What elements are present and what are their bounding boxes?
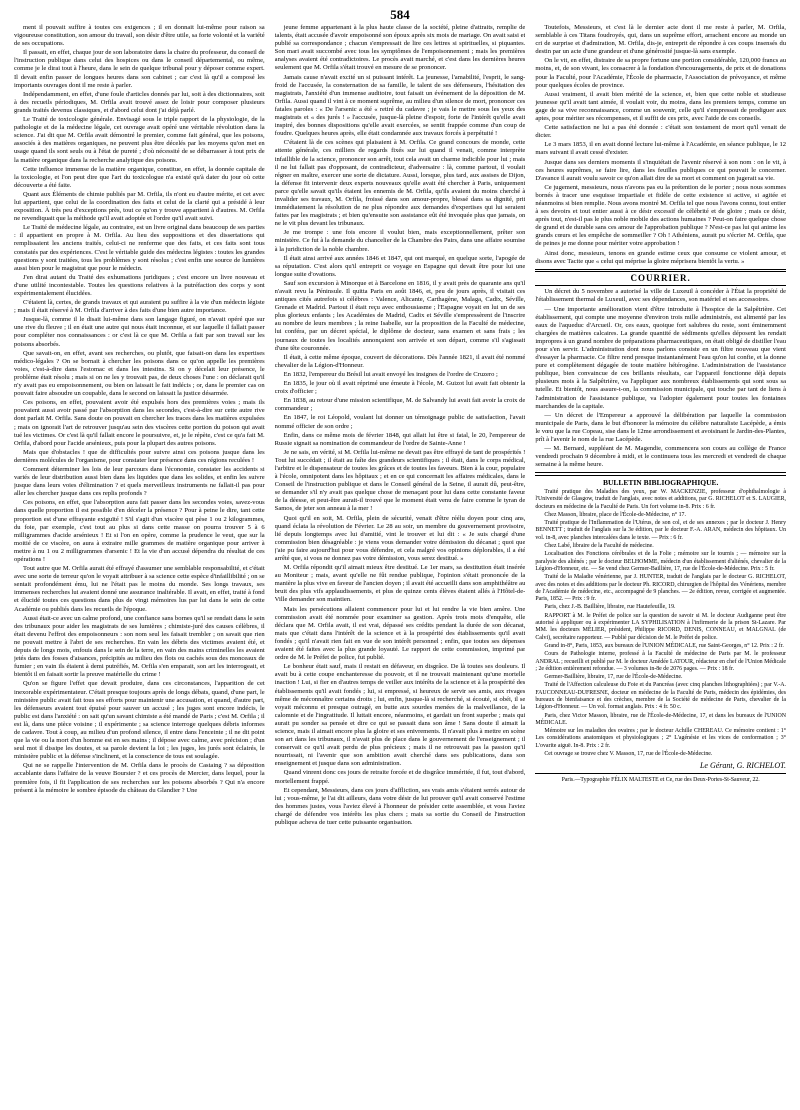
paragraph: Que savait-on, en effet, avant ses recherches, ou plutôt, que faisait-on dans les expertises médico-légales ? On se bornait à chercher les poisons dans ce qu'on appelle les premières voies, c'est-à-dire dans l'estomac et dans les intestins. Si on y décelait leur présence, le problème était résolu ; mais si on ne les y trouvait pas, de deux choses l'une : on déclarait qu'il n'y avait pas eu empoisonnement, ou bien on laissait le fait indécis ; or, dans le premier cas on pouvait faire absoudre un coupable, dans le second on laissait la justice désarmée. [14, 349, 265, 398]
paragraph: Le Traité de toxicologie générale. Envisagé sous le triple rapport de la physiologie, de la pathologie et de la médecine légale, cet ouvrage avait opéré une véritable révolution dans la science. J'ai dit que M. Orfila avait démontré le premier, comme fait général, que les poisons, associés à des matières organiques, ne peuvent plus être décelés par les moyens qu'on met en usage quand ils sont seuls ou à l'état de pureté ; d'où nécessité de se débarrasser à tout prix de la matière organique dans la recherche analytique des poisons. [14, 116, 265, 164]
paragraph: C'étaient là de ces scènes qui plaisaient à M. Orfila. Ce grand concours de monde, cette attente générale, ces milliers de regards fixés sur lui quand il venait, comme interprète infaillible de la science, prononcer son arrêt, tout cela avait un charme indicible pour lui ; mais il ne lui fallait pas d'opposant, de contradicteur, d'adversaire : là, comme partout, il voulait régner en maître, exercer une sorte de dictature. Aussi, lorsque, plus tard, aux assises de Dijon, la défense fit intervenir deux experts nouveaux qu'elle avait été chercher à Paris, uniquement parce qu'elle savait qu'ils étaient les ennemis de M. Orfila, qu'ils avaient du moins cherché à invalider ses travaux, M. Orfila, froissé dans son amour-propre, blessé dans sa dignité, prit immédiatement la résolution de ne plus répondre aux demandes d'expertises qui lui seraient faites par les magistrats ; et bien qu'ensuite son assistance eût été invoquée plus que jamais, on ne le vit plus devant les tribunaux. [274, 139, 526, 228]
paragraph: Le bonheur était sauf, mais il restait en défaveur, en disgrâce. De là toutes ses douleurs. Il avait bu à cette coupe enchanteresse du pouvoir, et il ne trouvait maintenant qu'une mortelle inaction ! Lui, si fier en d'autres temps de veiller aux intérêts de la science et à la prospérité des établissements qu'il avait fondés ; lui, si empressé, si heureux de servir ses amis, aux rivages même de méconnaître certains droits ; lui, enfin, jusque-là si recherché, si écouté, si obéi, il se voyait méconnu et presque outragé, en butte aux sourdes menées de la malveillance, de la calomnie et de l'ingratitude. Il luttait encore, néanmoins, et gardait un front superbe ; mais qui aurait pu sonder sa pensée et dire ce qui se passait dans son âme ! Sans doute il aimait la science, mais il aimait encore plus la gloire et ses enivrements. Il n'avait plus à mettre en scène son art dans les tribunaux, il n'avait plus de place dans le gouvernement de l'enseignement ; il conservait ce qu'il avait perdu de plus précieux ; mais il ne retrouvait pas la passion qu'il nourrissait, ni l'avenir que son ambition avait cherché dans ses publications, dans son enseignement et jusque dans son administration. [274, 663, 526, 768]
paragraph: En 1835, le jour où il avait réprimé une émeute à l'école, M. Guizot lui avait fait obtenir la croix d'officier ; [274, 380, 526, 396]
printer-line: Paris.—Typographie FÉLIX MALTESTE et Ce, rue des Deux-Portes-St-Sauveur, 22. [561, 777, 760, 784]
paragraph: Aussi était-ce avec un calme profond, une confiance sans bornes qu'il se rendait dans le sein des tribunaux pour aider les magistrats de ses lumières ; chimiste-juré des causes célèbres, il était devenu l'effroi des empoisonneurs : son nom seul les faisait trembler ; on savait que rien ne pouvait mettre à l'abri de ses recherches. En vain les débris des victimes avaient été, et depuis de longs mois, enfouis dans le sein de la terre, en vain des mains criminelles les avaient jetés dans des fosses d'aisances, précipités au milieu des flots ou cachés sous des monceaux de fumier ; en vain ils étaient à demi putréfiés, M. Orfila s'en emparait, son art les interrogeait, et bientôt il en faisait sortir la preuve matérielle du crime ! [14, 614, 265, 679]
paragraph: J'en dirai autant du Traité des exhumations juridiques ; c'est encore un livre nouveau et d'une utilité incontestable. Toutes les questions relatives à la putréfaction des corps y sont expérimentalement élucidées. [14, 273, 265, 297]
paragraph: M. Orfila répondit qu'il aimait mieux être destitué. Le 1er mars, sa destitution était insérée au Moniteur ; mais, avant qu'elle ne fût rendue publique, l'opinion s'était prononcée de la manière la plus vive en faveur de l'ancien doyen ; il avait été accueilli dans son amphithéâtre au bruit des plus vifs applaudissements, et plus de quinze cents élèves étaient allés à l'Hôtel-de-Ville demander son maintien. [274, 564, 526, 604]
paragraph: Tout autre que M. Orfila aurait été effrayé d'assumer une semblable responsabilité, et c'était avec une sorte de terreur qu'on le voyait attribuer à sa science cette espèce d'infaillibilité ; on se sentait profondément ému, lui ne l'était pas le moins du monde. Ses longs travaux, ses immenses recherches lui avaient donné une assurance inaltérable. Il avait, en effet, traité à fond et élucidé toutes ces questions dans plus de vingt mémoires lus par lui dans le sein de cette Académie ou publiés dans les recueils de l'époque. [14, 565, 265, 613]
page-number: 584 [390, 7, 410, 22]
paragraph: Localisation des Fonctions cérébrales et de la Folie ; mémoire sur le tournis ; — mémoire sur la paralysie des aliénés ; par le docteur BELHOMME, médecin d'un établissement d'aliénés, chevalier de la Légion-d'Honneur, etc. — Se vend chez Germer-Baillière, 17, rue de l'École-de-Médecine. Prix : 5 fr. [535, 551, 787, 572]
paragraph: Cet ouvrage se trouve chez V. Masson, 17, rue de l'École-de-Médecine. [544, 751, 713, 758]
eulogy-conclusion [535, 24, 786, 266]
paragraph: Qu'on se figure l'effet que devait produire, dans ces circonstances, l'apparition de cet inexorable expérimentateur. C'était presque toujours après de longs débats, quand, d'une part, le ministère public avait fait tous ses efforts pour maintenir une accusation, et quand, d'autre part, les défenseurs avaient tout épuisé pour sauver un accusé ; les juges sont encore indécis, le public est dans l'anxiété : on sait qu'un savant chimiste a été mandé de Paris ; c'est M. Orfila ; il est là, dans une pièce voisine ; il expérimente ; sa science interroge quelques débris informes de cadavre. Tout à coup, au milieu d'un profond silence, il entre dans l'enceinte ; il ne dit point que la vie ou la mort d'un homme est en ses mains ; il dépose avec calme, avec précision ; d'un seul mot il dissipe les doutes, et sa parole devient la loi ; les juges, les jurés sont éclairés, le ministère public et la défense s'inclinent, et la conscience de tous est soulagée. [14, 680, 265, 761]
paragraph: Il était, à cette même époque, couvert de décorations. Dès l'année 1821, il avait été nommé chevalier de la Légion-d'Honneur. [274, 353, 526, 369]
paragraph: jeune femme appartenant à la plus haute classe de la société, pleine d'attraits, remplie de talents, était accusée d'avoir empoisonné son époux après six mois de mariage. On avait saisi et publié sa correspondance ; chacun s'empressait de lire ces lettres si spirituelles, si piquantes. Son mari avait succombé avec tous les symptômes de l'empoisonnement ; mais les premières analyses avaient été contradictoires. Le procès avait marché, et c'est dans les dernières heures seulement que M. Orfila s'était trouvé en mesure de se prononcer. [274, 24, 526, 72]
paragraph: Cours de Pathologie interne, professé à la Faculté de médecine de Paris par M. le professeur ANDRAL ; recueilli et publié par M. le docteur Amédée LATOUR, rédacteur en chef de l'Union Médicale ; 2e édition entièrement refondue. — 3 volumes in-8e de 2076 pages. — Prix : 18 fr. [535, 651, 787, 672]
paragraph: Et cependant, Messieurs, dans ces jours d'affliction, ses vrais amis s'étaient serrés autour de lui ; vous-même, je l'ai dit ailleurs, dans votre désir de lui prouver qu'il avait conservé l'estime des hommes justes, vous l'aviez élevé à l'honneur de présider cette assemblée, et vous l'aviez chargé de défendre vos intérêts les plus chers ; mais sa sortie du Conseil de l'instruction publique acheva de tuer cette puissante organisation. [274, 786, 526, 826]
paragraph: Paris, chez Victor Masson, libraire, rue de l'École-de-Médecine, 17, et dans les bureaux de l'UNION MÉDICALE. [535, 712, 787, 726]
column-2 [275, 24, 526, 1074]
paragraph: Grand in-8°, Paris, 1853, aux bureaux de l'UNION MÉDICALE, rue Saint-Georges, n° 12. Prix : 2 fr. [544, 642, 784, 649]
heading-rule [535, 285, 786, 286]
paragraph: Mais que d'obstacles ! que de difficultés pour suivre ainsi ces poisons jusque dans les dernières molécules de l'organisme, pour constater leur présence dans ces régions reculées ! [14, 448, 265, 464]
paragraph: Traité pratique de l'Inflammation de l'Utérus, de son col, et de ses annexes ; par le docteur J. Henry BENNETT ; traduit de l'anglais sur la 3e édition, par le docteur F.-A. ARAN, médecin des hôpitaux. Un vol. in-8, avec planches intercalées dans le texte. — Prix : 6 fr. [535, 520, 787, 541]
column-3 [535, 24, 786, 1074]
paragraph: RAPPORT à M. le Préfet de police sur la question de savoir si M. le docteur Audiganne peut être autorisé à appliquer ou à expérimenter LA SYPHILISATION à l'infirmerie de la prison St-Lazare. Par MM. les docteurs MÉLIER, président, Philippe RICORD, DENIS, CONNEAU, et MALGNAL (de Calvi), secrétaire rapporteur. — Publié par décision de M. le Préfet de police. [535, 612, 787, 641]
column-1 [14, 24, 265, 1074]
paragraph: En 1832, l'empereur du Brésil lui avait envoyé les insignes de l'ordre de Cruzero ; [283, 370, 498, 378]
courrier-heading: COURRIER. [630, 273, 691, 284]
paragraph: Quant aux Éléments de chimie publiés par M. Orfila, ils n'ont eu d'autre mérite, et cet avec lui appartient, que celui de la coordination des faits et celui de la clarté qui a présidé à leur exposition. À très peu d'exceptions près, tout ce qu'on y trouve appartient à d'autres. M. Orfila ne revendiquait que la méthode qu'il avait adoptée et l'ordre qu'il avait suivi. [14, 190, 265, 223]
paragraph: En 1838, au retour d'une mission scientifique, M. de Salvandy lui avait fait avoir la croix de commandeur ; [274, 397, 526, 413]
paragraph: Aussi vraiment, il avait bien mérité de la science, et, bien que cette noble et studieuse jeunesse qu'il avait tant aimée, il voulait voir, du moins, dans les premiers temps, comme un gage de sa vive reconnaissance, comme un souvenir, celle qu'il s'empressait de prodiguer aux aptes, pour mériter ses récompenses, et il suffit de ces prix, avec l'aide de ces conseils. [535, 90, 787, 123]
paragraph: Traité de l'Affection calculeuse du Foie et du Pancréas (avec cinq planches lithographiées) ; par V.-A. FAUCONNEAU-DUFRESNE, docteur en médecine de la Faculté de Paris, médecin des épidémies, des bureaux de bienfaisance et des crèches, membre de la Société de médecine de Paris, chevalier de la Légion-d'Honneur. — Un vol. format anglais. Prix : 4 fr. 50 c. [535, 682, 787, 711]
paragraph: Ces poisons, en effet, pouvaient avoir été expulsés hors des premières voies ; mais ils pouvaient aussi avoir passé par l'absorption dans les secondes, c'est-à-dire sur cette autre rive dont parlait M. Orfila. Sans doute on pouvait en chercher les traces dans les matières expulsées ; mais on ignorait l'art de retrouver jusqu'au sein des viscères cette portion du poison qui avait tué les victimes. Or c'est là qu'il fallait encore le poursuivre, et, je le répète, c'est ce qu'a fait M. Orfila, d'abord pour l'acide arsénieux, puis pour la plupart des autres poisons. [14, 399, 265, 447]
paragraph: Cette influence immense de la matière organique, constitue, en effet, la donnée capitale de la toxicologie, et l'on peut dire que l'art du toxicologue n'a existé qu'à dater du jour où cette découverte a été faite. [14, 165, 265, 189]
paragraph: Indépendamment, en effet, d'une foule d'articles donnés par lui, soit à des dictionnaires, soit à des recueils périodiques, M. Orfila avait trouvé assez de loisir pour composer plusieurs grands traités devenus classiques, et d'abord celui dont j'ai déjà parlé. [14, 90, 265, 114]
paragraph: Le 3 mars 1853, il en avait donné lecture lui-même à l'Académie, en séance publique, le 12 mars suivant il avait cessé d'exister. [535, 141, 787, 157]
paragraph: Il passait, en effet, chaque jour de son laboratoire dans la chaire du professeur, du conseil de l'instruction publique dans celui des hospices ou dans le conseil départemental, ou même, comme je le dirai tout à l'heure, dans le sein de quelque tribunal pour y déposer comme expert. Il devait enfin passer de longues heures dans son cabinet ; car c'est là qu'il a composé les importants ouvrages dont il me reste à parler. [14, 49, 265, 89]
paragraph: Enfin, dans ce même mois de février 1848, qui allait lui être si fatal, le 20, l'empereur de Russie signait sa nomination de commandeur de l'ordre de Sainte-Anne ! [274, 431, 526, 447]
paragraph: Ce jugement, messieurs, nous n'avons pas eu la prétention de le porter ; nous nous sommes bornés à tracer une esquisse impartiale et fidèle de cette existence si active, si agitée et néanmoins si bien remplie. Nous avons montré M. Orfila tel que nous l'avons connu, tout entier à ses devoirs et tout entier aussi à ce désir excessif de célébrité et de gloire ; mais ce désir, après tout, n'est-il pas le plus noble mobile des actions humaines ? Peut-on faire quelque chose de grand et de durable sans ces amour de l'approbation publique ? N'est-ce pas lui qui anime les grands cœurs et les empêche de sommeiller ? Oh ! Athéniens, aurait pu s'écrier M. Orfila, que de peines je me donne pour mériter votre approbation ! [535, 183, 787, 248]
footer-rule [535, 773, 786, 774]
paragraph: Paris, chez J.-B. Baillière, libraire, rue Hautefeuille, 19. [544, 604, 676, 611]
paragraph: Qui ne se rappelle l'intervention de M. Orfila dans le procès de Castaing ? sa déposition accablante dans l'affaire de la veuve Boursier ? et ces procès de Mercier, dans lequel, pour la première fois, il fit l'application de ses recherches sur les poisons absorbés ? Qui n'a encore présent à la mémoire le sombre épisode du château du Glandier ? Une [14, 762, 265, 794]
paragraph: Mémoire sur les maladies des ovaires ; par le docteur Achille CHEREAU. Ce mémoire contient : 1° Les considérations anatomiques et physiologiques ; 2° L'agénésie et les vices de conformation ; 3° L'ovarite aiguë. In-8. Prix : 2 fr. [535, 728, 787, 749]
paragraph: Quand vinrent donc ces jours de retraite forcée et de disgrâce imméritée, il fut, tout d'abord, mortellement frappé. [274, 769, 526, 785]
courrier-section [535, 288, 786, 469]
paragraph: Jusque dans ses derniers moments il s'inquiétait de l'avenir réservé à son nom : on le vit, à ces heures suprêmes, se faire lire, dans les feuilles publiques ce qui pouvait le concerner. D'avance il aurait voulu savoir ce qu'on allait dire de sa mort et comment on jugerait sa vie. [535, 158, 787, 182]
bulletin-heading: BULLETIN BIBLIOGRAPHIQUE. [602, 477, 719, 487]
paragraph: — Un décret de l'Empereur a approuvé la délibération par laquelle la commission municipale de Paris, dans le but d'honorer la mémoire du célèbre naturaliste Lacépède, a émis le vœu que la rue Copeau, sise dans le 12me arrondissement et avoisinant le Jardin-des-Plantes, prît à l'avenir le nom de la rue Lacépède. [535, 411, 787, 443]
columns [14, 24, 786, 1074]
paragraph: — M. Bernard, suppléant de M. Magendie, commencera son cours au collège de France vendredi prochain 9 décembre à midi, et le continuera tous les mercredi et vendredi de chaque semaine à la même heure. [535, 445, 787, 469]
paragraph: Jamais cause n'avait excité un si puissant intérêt. La jeunesse, l'amabilité, l'esprit, le sang-froid de l'accusée, la consternation de sa famille, le talent de ses défenseurs, l'hésitation des magistrats, l'anxiété d'un immense auditoire, tout faisait un événement de la déposition de M. Orfila. Aussi quand il vint à ce moment suprême, au milieu d'un silence de mort, prononcer ces fatales paroles : « De l'arsenic a été « retiré du cadavre ; je vais le mettre sous les yeux des magistrats et « des jurés ! » l'accusée, jusque-là pleine d'espoir, forte de l'intérêt qu'elle avait inspiré, des bonnes dispositions qu'elle avait exercées, se sentit frappée comme d'un coup de foudre. Quelques heures après, elle était condamnée aux travaux forcés à perpétuité ! [274, 73, 526, 138]
paragraph: En 1847, le roi Léopold, voulant lui donner un témoignage public de satisfaction, l'avait nommé officier de son ordre ; [274, 414, 526, 430]
paragraph: Chez Masson, libraire, place de l'École-de-Médecine, n° 17. [544, 511, 686, 518]
section-divider [535, 269, 786, 273]
paragraph: Je me trompe : une fois encore il voulut bien, mais exceptionnellement, prêter son ministère. Ce fut à la demande du chancelier de la Chambre des Pairs, dans une affaire soumise à la juridiction de la noble chambre. [274, 229, 526, 253]
paragraph: Traité pratique des Maladies des yeux, par W. MACKENZIE, professeur d'ophthalmologie à l'Université de Glasgow, traduit de l'anglais, avec notes et additions, par G. RICHELOT et S. LAUGIER, docteurs en médecine de la Faculté de Paris. Un fort volume in-8. Prix : 6 fr. [535, 488, 787, 510]
paragraph: Cette satisfaction ne lui a pas été donnée : c'était son testament de mort qu'il venait de dicter. [535, 124, 787, 140]
paragraph: ment il pouvait suffire à toutes ces exigences ; il en donnait lui-même pour raison sa vigoureuse constitution, son amour du travail, son désir d'être utile, sa forte volonté et la variété de ses occupations. [14, 24, 265, 48]
paragraph: C'étaient là, certes, de grands travaux et qui auraient pu suffire à la vie d'un médecin légiste ; mais il était réservé à M. Orfila d'arriver à des faits d'une bien autre importance. [14, 299, 265, 315]
section-divider [535, 472, 786, 476]
paragraph: Quoi qu'il en soit, M. Orfila, plein de sécurité, venait d'être réélu doyen pour cinq ans, quand éclata la révolution de Février. Le 28 au soir, un membre du gouvernement provisoire, lié depuis longtemps avec lui d'amitié, vint le trouver et lui dit : « Je suis chargé d'une commission bien désagréable : je viens vous demander votre démission du décanat ; quoi que j'aie pu faire aujourd'hui pour vous défendre, et cela malgré vos opinions déplorables, il a été arrêté que, si vous ne donnez pas votre démission, vous serez destitué. » [274, 514, 526, 562]
paragraph: Un décret du 5 novembre a autorisé la ville de Luxeuil à concéder à l'État la propriété de l'établissement thermal de Luxeuil, avec ses dépendances, son matériel et ses accessoires. [535, 288, 787, 304]
paragraph: Germer-Baillière, libraire, 17, rue de l'École-de-Médecine. [544, 674, 683, 681]
paragraph: Ces poisons, en effet, que l'absorption aura fait passer dans les secondes voies, savez-vous dans quelle proportion il est possible d'en déceler la présence ? Pour à peine le dire, tant cette proportion est d'une effrayante exiguïté ! S'il s'agit d'un viscère qui pèse 1 ou 2 kilogrammes, du foie, par exemple, c'est tout au plus si dans cette masse on pourra trouver 5 à 6 milligrammes d'acide arsénieux ! Et si l'on en opère, comme la prudence le veut, que sur la moitié de ce viscère, on aura à extraire mille grammes de matière organique pour arriver à mettre à nu 1 ou 2 milligrammes d'arsenic ! Et la vie d'un accusé dépendra du résultat de ces opérations ! [14, 499, 265, 563]
paragraph: Mais les persécutions allaient commencer pour lui et lui rendre la vie bien amère. Une commission avait été nommée pour examiner sa gestion. Après trois mois d'enquête, elle déclara que M. Orfila avait, il est vrai, dépassé ses crédits pendant la durée de son décanat, mais que c'était dans l'intérêt de la science et à la prospérité des établissements qu'il avait fondés ; qu'il n'avait rien fait en vue de son intérêt personnel ; enfin, que toutes ses dépenses avaient été faites avec la plus grande loyauté. Le rapport de cette commission, imprimé par ordre de M. le Préfet de police, fut publié. [274, 605, 526, 662]
paragraph: — Une importante amélioration vient d'être introduite à l'hospice de la Salpêtrière. Cet établissement, qui compte une moyenne d'environ trois mille administrés, est alimenté par les eaux de l'aqueduc d'Arcueil. Or, ces eaux, quoique fort salubres du reste, sont éminemment chargées de matières calcaires. La grande quantité de sédiments qu'elles déposent les rendait impropres à un grand nombre de préparations pharmaceutiques, on était obligé de distiller l'eau pour s'en servir. L'administration dont nous parlons consiste en un filtre nouveau que vient d'essayer la pharmacie. Ce filtre rend presque instantanément l'eau qu'on lui confie, et la donne pure et complètement dégagée de toute matière hétérogène. L'administration de l'assistance publique, bien convaincue de ces brillants résultats, car l'appareil fonctionne déjà depuis plusieurs mois à la Salpêtrière, va l'appliquer aux nombreux établissements qui sont sous sa tutelle. Et bientôt, nous assure-t-on, la commission municipale, qui touche par tant de liens à l'administration de l'assistance publique, va l'adopter également pour toutes les fontaines marchandes de la capitale. [535, 305, 787, 410]
bulletin-section [535, 489, 786, 758]
paragraph: Jusque-là, comme il le disait lui-même dans son langage figuré, on n'avait opéré que sur une rive du fleuve ; il en était une autre qui nous était inconnue, et sur laquelle il fallait passer pour compléter nos connaissances : or c'est là ce que M. Orfila a fait par son travail sur les poisons absorbés. [14, 316, 265, 348]
paragraph: Comment déterminer les lois de leur parcours dans l'économie, constater les accidents si variés de leur distribution aussi bien dans les liquides que dans les solides, et enfin les suivre jusque dans leurs voies d'élimination ? et quels merveilleux instruments ne fallait-il pas pour aller les chercher jusque dans ces replis profonds ? [14, 465, 265, 498]
paragraph: Traité de la Maladie vénérienne, par J. HUNTER, traduit de l'anglais par le docteur G. RICHELOT, avec des notes et des additions par le docteur Ph. RICORD, chirurgien de l'hôpital des Vénériens, membre de l'Académie de médecine, etc., accompagné de 9 planches. — 2e édition, revue, corrigée et augmentée. Paris, 1852. — Prix : 9 fr. [535, 574, 787, 603]
paragraph: On le vit, en effet, distraire de sa propre fortune une portion considérable, 120,000 francs au moins, et, de son vivant, les consacrer à la fondation d'encouragements, de prix et de donations pour la Faculté, pour l'Académie, l'École de pharmacie, l'Association de prévoyance, et même pour quelques écoles de province. [535, 57, 787, 89]
paragraph: Toutefois, Messieurs, et c'est là le dernier acte dont il me reste à parler, M. Orfila, semblable à ces Titans foudroyés, qui, dans un suprême effort, arrachent encore au monde un cri de surprise et d'admiration, M. Orfila, dis-je, entreprit de répondre à ces coups insensés du destin par un acte d'une grandeur et d'une générosité jusque-là sans exemple. [535, 24, 787, 56]
manager-signature: Le Gérant, G. RICHELOT. [699, 761, 787, 771]
paragraph: Sauf son excursion à Minorque et à Barcelone en 1816, il y avait près de quarante ans qu'il n'avait revu la Péninsule. Il quitta Paris en août 1846, et, peu de jours après, il visitait ces antiques cités autrefois si célèbres : Valence, Alicante, Carthagène, Malaga, Cadix, Séville, Grenade et Madrid. Partout il était reçu avec enthousiasme ; l'Espagne voyait en lui un de ses plus glorieux enfants ; les Académies de Madrid, Cadix et Séville s'empressèrent de l'inscrire au nombre de leurs membres ; la reine Isabelle, sur la proposition de la Faculté de médecine, lui conféra, par un décret spécial, le diplôme de docteur, sans examen et sans frais ; les journaux de toutes les localités annonçaient son arrivée et son départ, comme s'il s'agissait d'une tête couronnée. [274, 279, 526, 352]
paragraph: Ainsi donc, messieurs, tenons en grande estime ceux que consume ce violent amour, et disons avec Tacite que « celui qui méprise la gloire méprisera bientôt la vertu. » [535, 249, 787, 265]
paragraph: Chez Labé, libraire de la Faculté de médecine. [544, 543, 654, 550]
paragraph: Je ne sais, en vérité, si M. Orfila lui-même ne devait pas être effrayé de tant de prospérités ! Tout lui succédait ; il était au faîte des grandeurs scientifiques ; il était, dans le corps médical, l'arbitre et le dispensateur de toutes les grâces et de toutes les faveurs. Bien à la cour, populaire à l'école, omnipotent dans les hôpitaux ; et en ce qui concernait les affaires médicales, dans le Conseil de l'instruction publique et dans le Conseil général de la Seine, il aurait dû, peut-être, se demander s'il n'y avait pas quelque chose de menaçant pour lui dans cette constante faveur de la déesse, et peut-être aurait-il trouvé que le moment était venu de faire comme le tyran de Samos, de jeter son anneau à la mer ! [274, 448, 526, 513]
paragraph: Le Traité de médecine légale, au contraire, est un livre original dans beaucoup de ses parties : il appartient en propre à M. Orfila. Au lieu des suppositions et des dissertations qui remplissaient les anciens traités, celui-ci ne renferme que des faits, et ces faits sont tous constatés par des expériences. C'est le véritable guide des médecins légistes : toutes les grandes questions y sont traitées, tous les problèmes y sont résolus ; c'est enfin une source de lumières aussi bien pour le magistrat que pour le médecin. [14, 224, 265, 272]
paragraph: Il était ainsi arrivé aux années 1846 et 1847, qui ont marqué, en quelque sorte, l'apogée de sa réputation. C'est alors qu'il entreprit ce voyage en Espagne qui devait être pour lui une longue suite d'ovations. [274, 254, 526, 278]
